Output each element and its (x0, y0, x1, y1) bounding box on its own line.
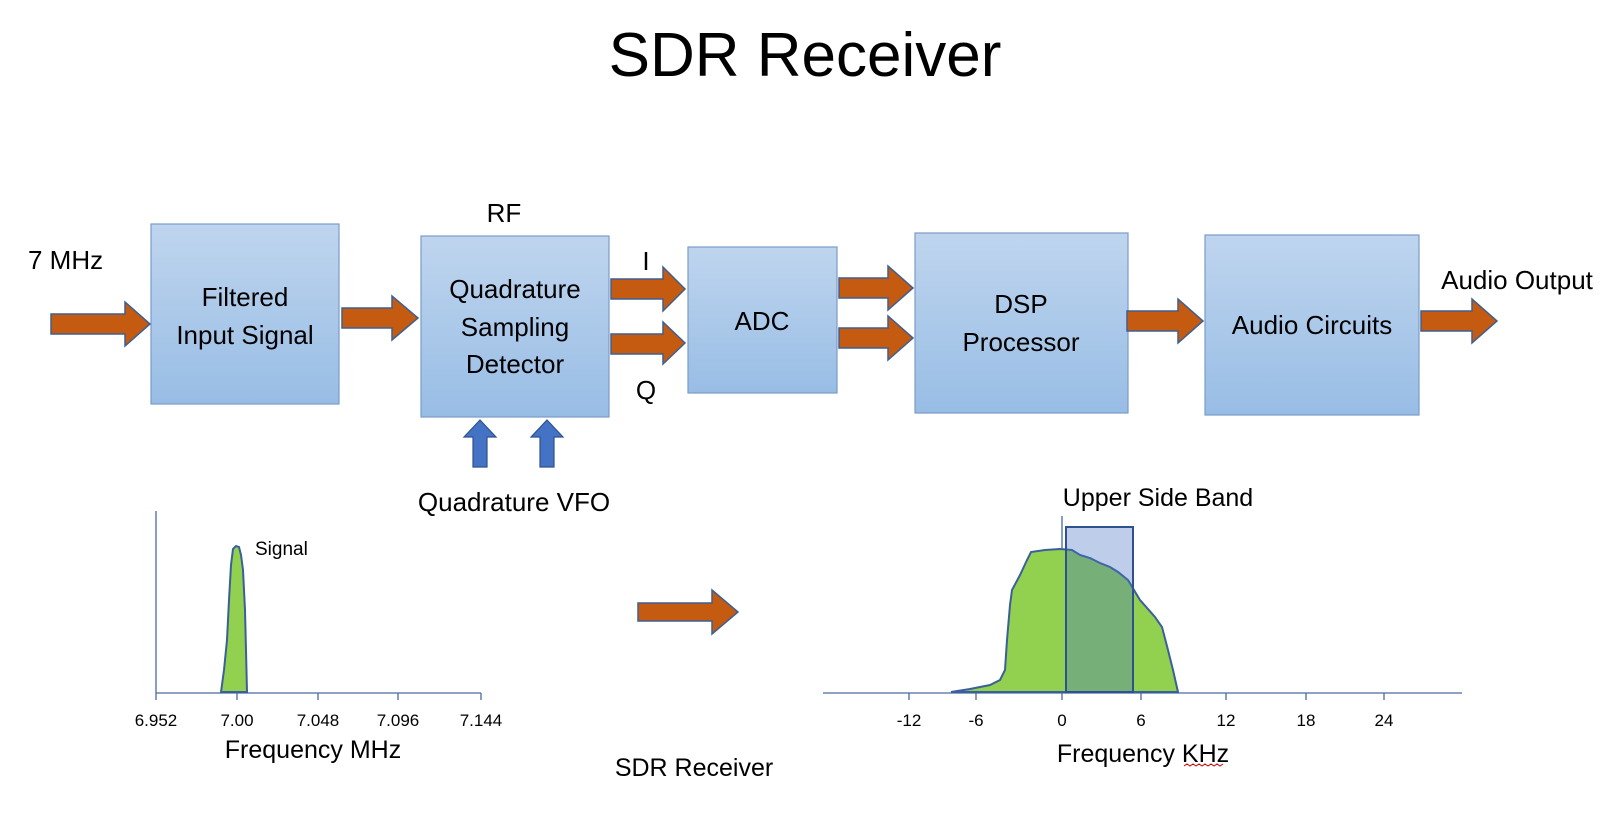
signal-peak (221, 546, 247, 692)
upper-side-band-region (1066, 527, 1133, 692)
left-x-tick-label: 7.00 (220, 711, 254, 730)
page-title: SDR Receiver (608, 21, 1002, 90)
right-x-axis-label: Frequency KHz (1056, 740, 1230, 768)
adc-block (688, 247, 837, 393)
left-spectrum-plot (135, 511, 503, 764)
right-x-tick-label: -12 (896, 711, 922, 730)
i-channel-label: I (642, 246, 650, 276)
vfo-label: Quadrature VFO (417, 487, 611, 517)
filter-block-line-2: Input Signal (176, 320, 314, 350)
qsd-block-line-1: Quadrature (449, 274, 581, 304)
input-arrow-icon (51, 302, 150, 346)
rf-label: RF (486, 198, 522, 228)
signal-label: Signal (255, 539, 308, 560)
left-x-tick-label: 7.144 (459, 711, 503, 730)
adc-to-dsp-arrow-1-icon (839, 266, 913, 310)
vfo-arrow-1-icon (464, 420, 496, 467)
dsp-to-audio-arrow-icon (1127, 299, 1203, 343)
caption: SDR Receiver (614, 754, 774, 782)
right-x-tick-label: 6 (1136, 711, 1146, 730)
right-x-tick-label: -6 (968, 711, 984, 730)
filter-block (151, 224, 339, 404)
right-x-tick-label: 18 (1296, 711, 1316, 730)
q-channel-label: Q (635, 375, 657, 405)
baseband-spectrum (951, 549, 1178, 692)
dsp-block-line-2: Processor (962, 327, 1080, 357)
left-x-tick-label: 7.096 (376, 711, 420, 730)
audio-output-label: Audio Output (1441, 265, 1593, 295)
adc-to-dsp-arrow-2-icon (839, 316, 913, 360)
left-x-axis-label: Frequency MHz (224, 736, 402, 764)
right-spectrum-plot (823, 484, 1462, 768)
input-frequency-label: 7 MHz (28, 245, 104, 275)
qsd-block (421, 236, 609, 417)
filter-to-qsd-arrow-icon (342, 296, 418, 340)
qsd-block-line-3: Detector (465, 349, 565, 379)
vfo-arrow-2-icon (531, 420, 563, 467)
audio-block-label: Audio Circuits (1231, 310, 1393, 340)
q-channel-arrow-icon (611, 322, 685, 364)
dsp-block (915, 233, 1128, 413)
adc-block-label: ADC (734, 306, 790, 336)
left-x-tick-label: 6.952 (134, 711, 178, 730)
dsp-block-line-1: DSP (994, 289, 1048, 319)
right-x-tick-label: 12 (1216, 711, 1236, 730)
conversion-arrow-icon (638, 590, 738, 634)
upper-side-band-label: Upper Side Band (1062, 484, 1254, 512)
right-x-tick-label: 24 (1374, 711, 1394, 730)
right-x-tick-label: 0 (1057, 711, 1067, 730)
qsd-block-line-2: Sampling (460, 312, 570, 342)
audio-block (1205, 235, 1419, 415)
left-x-tick-label: 7.048 (296, 711, 340, 730)
filter-block-line-1: Filtered (201, 282, 289, 312)
output-arrow-icon (1421, 299, 1497, 343)
